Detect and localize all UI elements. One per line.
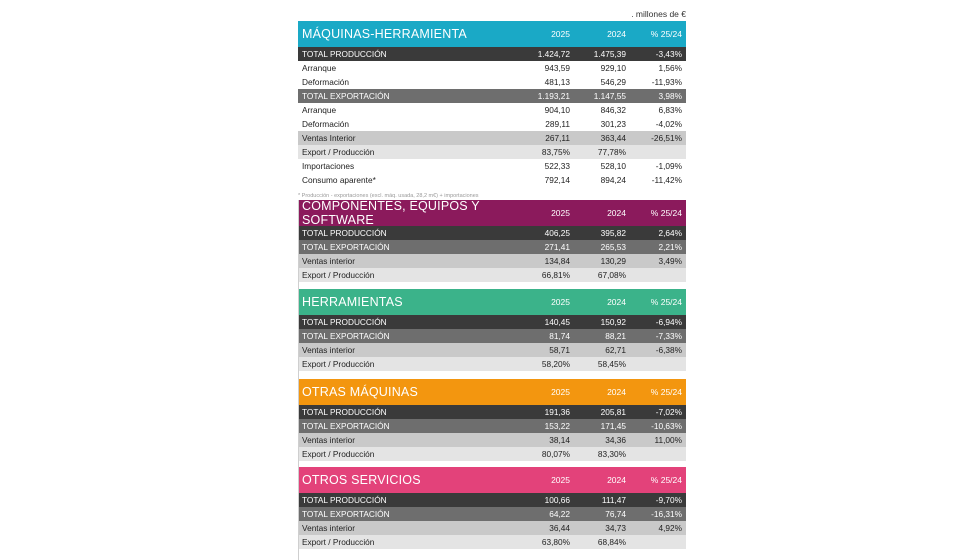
col-change: % 25/24 [650, 29, 682, 39]
value-2024: 205,81 [600, 407, 626, 417]
row-label: Export / Producción [302, 359, 375, 369]
value-change: 11,00% [654, 435, 682, 445]
left-border [298, 200, 299, 560]
value-2025: 1.424,72 [537, 49, 570, 59]
value-change: 2,21% [658, 242, 682, 252]
value-2024: 546,29 [600, 77, 626, 87]
value-change: -10,63% [651, 421, 682, 431]
row-label: Export / Producción [302, 270, 375, 280]
value-2024: 1.475,39 [593, 49, 626, 59]
value-2025: 58,20% [541, 359, 570, 369]
value-2025: 153,22 [544, 421, 570, 431]
col-2024: 2024 [607, 208, 626, 218]
table-row [298, 315, 686, 329]
col-2024: 2024 [607, 297, 626, 307]
value-2024: 1.147,55 [593, 91, 626, 101]
value-2024: 62,71 [605, 345, 626, 355]
table-row [298, 535, 686, 549]
row-label: Arranque [302, 105, 337, 115]
value-2025: 481,13 [544, 77, 570, 87]
value-2025: 38,14 [549, 435, 570, 445]
table-row [298, 173, 686, 187]
row-label: Ventas interior [302, 345, 356, 355]
table-row [298, 405, 686, 419]
col-2025: 2025 [551, 208, 570, 218]
row-label: TOTAL EXPORTACIÓN [302, 331, 390, 341]
value-2025: 289,11 [545, 119, 570, 129]
value-2024: 34,73 [605, 523, 626, 533]
value-change: -11,42% [651, 175, 682, 185]
row-label: TOTAL PRODUCCIÓN [302, 407, 387, 417]
value-change: -26,51% [651, 133, 682, 143]
section-title: COMPONENTES, EQUIPOS Y SOFTWARE [302, 199, 480, 227]
value-2024: 68,84% [597, 537, 626, 547]
value-2024: 111,47 [601, 495, 626, 505]
value-change: -4,02% [655, 119, 682, 129]
row-label: Deformación [302, 77, 350, 87]
value-2025: 406,25 [544, 228, 570, 238]
value-2025: 100,66 [544, 495, 570, 505]
section-header [298, 379, 686, 405]
value-change: -11,93% [651, 77, 682, 87]
row-label: TOTAL PRODUCCIÓN [302, 228, 387, 238]
footnote: * Producción - exportaciones (excl. máq. usada, 28,2 m€) + importaciones [298, 193, 479, 199]
table-row [298, 226, 686, 240]
table-row [298, 159, 686, 173]
value-change: -7,02% [655, 407, 682, 417]
col-change: % 25/24 [650, 475, 682, 485]
value-2024: 34,36 [605, 435, 626, 445]
col-change: % 25/24 [650, 208, 682, 218]
value-2025: 66,81% [541, 270, 570, 280]
value-2024: 77,78% [597, 147, 626, 157]
section-componentes [298, 200, 686, 282]
row-label: Export / Producción [302, 449, 375, 459]
table-row [298, 240, 686, 254]
value-2024: 363,44 [600, 133, 626, 143]
value-2025: 522,33 [544, 161, 570, 171]
value-2024: 528,10 [600, 161, 626, 171]
table-row [298, 343, 686, 357]
value-2024: 83,30% [597, 449, 626, 459]
value-change: 6,83% [658, 105, 682, 115]
table-row [298, 433, 686, 447]
table-row [298, 103, 686, 117]
value-2024: 171,45 [600, 421, 626, 431]
value-2025: 80,07% [541, 449, 570, 459]
section-rows [298, 226, 686, 282]
row-label: TOTAL EXPORTACIÓN [302, 91, 390, 101]
value-2024: 88,21 [605, 331, 626, 341]
row-label: TOTAL EXPORTACIÓN [302, 509, 390, 519]
row-label: TOTAL EXPORTACIÓN [302, 242, 390, 252]
section-maquinas-herramienta [298, 21, 686, 187]
value-change: -7,33% [655, 331, 682, 341]
value-2024: 67,08% [597, 270, 626, 280]
row-label: Ventas interior [302, 523, 356, 533]
row-label: Export / Producción [302, 537, 375, 547]
table-row [298, 419, 686, 433]
value-change: 3,49% [658, 256, 682, 266]
section-title: MÁQUINAS-HERRAMIENTA [302, 27, 467, 41]
value-2024: 150,92 [600, 317, 626, 327]
value-change: 3,98% [658, 91, 682, 101]
table-row [298, 329, 686, 343]
value-2025: 267,11 [545, 133, 570, 143]
section-title: HERRAMIENTAS [302, 295, 403, 309]
value-change: -9,70% [655, 495, 682, 505]
row-label: Importaciones [302, 161, 355, 171]
table-row [298, 145, 686, 159]
col-2025: 2025 [551, 387, 570, 397]
value-2025: 36,44 [549, 523, 570, 533]
row-label: Consumo aparente* [302, 175, 376, 185]
table-row [298, 268, 686, 282]
col-2025: 2025 [551, 29, 570, 39]
row-label: Deformación [302, 119, 350, 129]
value-2024: 929,10 [600, 63, 626, 73]
value-2025: 191,36 [544, 407, 570, 417]
value-2025: 904,10 [544, 105, 570, 115]
table-row [298, 47, 686, 61]
value-2025: 943,59 [544, 63, 570, 73]
row-label: Ventas Interior [302, 133, 356, 143]
value-2025: 140,45 [544, 317, 570, 327]
section-rows [298, 493, 686, 549]
table-row [298, 131, 686, 145]
value-2025: 792,14 [544, 175, 570, 185]
row-label: Arranque [302, 63, 337, 73]
section-title: OTRAS MÁQUINAS [302, 385, 419, 399]
row-label: TOTAL EXPORTACIÓN [302, 421, 390, 431]
value-2024: 76,74 [605, 509, 626, 519]
value-2024: 130,29 [600, 256, 626, 266]
value-2024: 846,32 [600, 105, 626, 115]
value-2024: 301,23 [600, 119, 626, 129]
value-2024: 395,82 [600, 228, 626, 238]
table-row [298, 117, 686, 131]
section-otras-maquinas [298, 379, 686, 461]
section-rows [298, 47, 686, 187]
row-label: Ventas interior [302, 435, 356, 445]
value-change: 2,64% [658, 228, 682, 238]
units-label: . millones de € [631, 9, 686, 19]
row-label: TOTAL PRODUCCIÓN [302, 495, 387, 505]
col-change: % 25/24 [650, 297, 682, 307]
col-2024: 2024 [607, 387, 626, 397]
section-header [298, 21, 686, 47]
value-2025: 1.193,21 [537, 91, 570, 101]
value-change: 4,92% [658, 523, 682, 533]
value-change: -16,31% [651, 509, 682, 519]
col-2025: 2025 [551, 475, 570, 485]
table-row [298, 89, 686, 103]
col-2024: 2024 [607, 29, 626, 39]
col-change: % 25/24 [650, 387, 682, 397]
table-row [298, 75, 686, 89]
section-header [298, 467, 686, 493]
value-2025: 271,41 [544, 242, 570, 252]
table-row [298, 521, 686, 535]
section-title: OTROS SERVICIOS [302, 473, 421, 487]
value-change: -1,09% [655, 161, 682, 171]
value-2025: 63,80% [541, 537, 570, 547]
row-label: Ventas interior [302, 256, 356, 266]
row-label: Export / Producción [302, 147, 375, 157]
value-2025: 83,75% [541, 147, 570, 157]
value-2025: 58,71 [549, 345, 570, 355]
table-row [298, 447, 686, 461]
table-row [298, 493, 686, 507]
value-change: 1,56% [658, 63, 682, 73]
table-row [298, 507, 686, 521]
section-header [298, 200, 686, 226]
section-header [298, 289, 686, 315]
section-rows [298, 315, 686, 371]
table-row [298, 61, 686, 75]
table-row [298, 254, 686, 268]
value-change: -6,38% [655, 345, 682, 355]
value-2024: 265,53 [600, 242, 626, 252]
section-otros-servicios [298, 467, 686, 549]
col-2024: 2024 [607, 475, 626, 485]
value-2024: 58,45% [597, 359, 626, 369]
col-2025: 2025 [551, 297, 570, 307]
row-label: TOTAL PRODUCCIÓN [302, 317, 387, 327]
value-2025: 81,74 [549, 331, 570, 341]
row-label: TOTAL PRODUCCIÓN [302, 49, 387, 59]
section-rows [298, 405, 686, 461]
value-2025: 134,84 [544, 256, 570, 266]
value-2025: 64,22 [549, 509, 570, 519]
value-change: -6,94% [655, 317, 682, 327]
value-2024: 894,24 [600, 175, 626, 185]
value-change: -3,43% [655, 49, 682, 59]
table-row [298, 357, 686, 371]
section-herramientas [298, 289, 686, 371]
